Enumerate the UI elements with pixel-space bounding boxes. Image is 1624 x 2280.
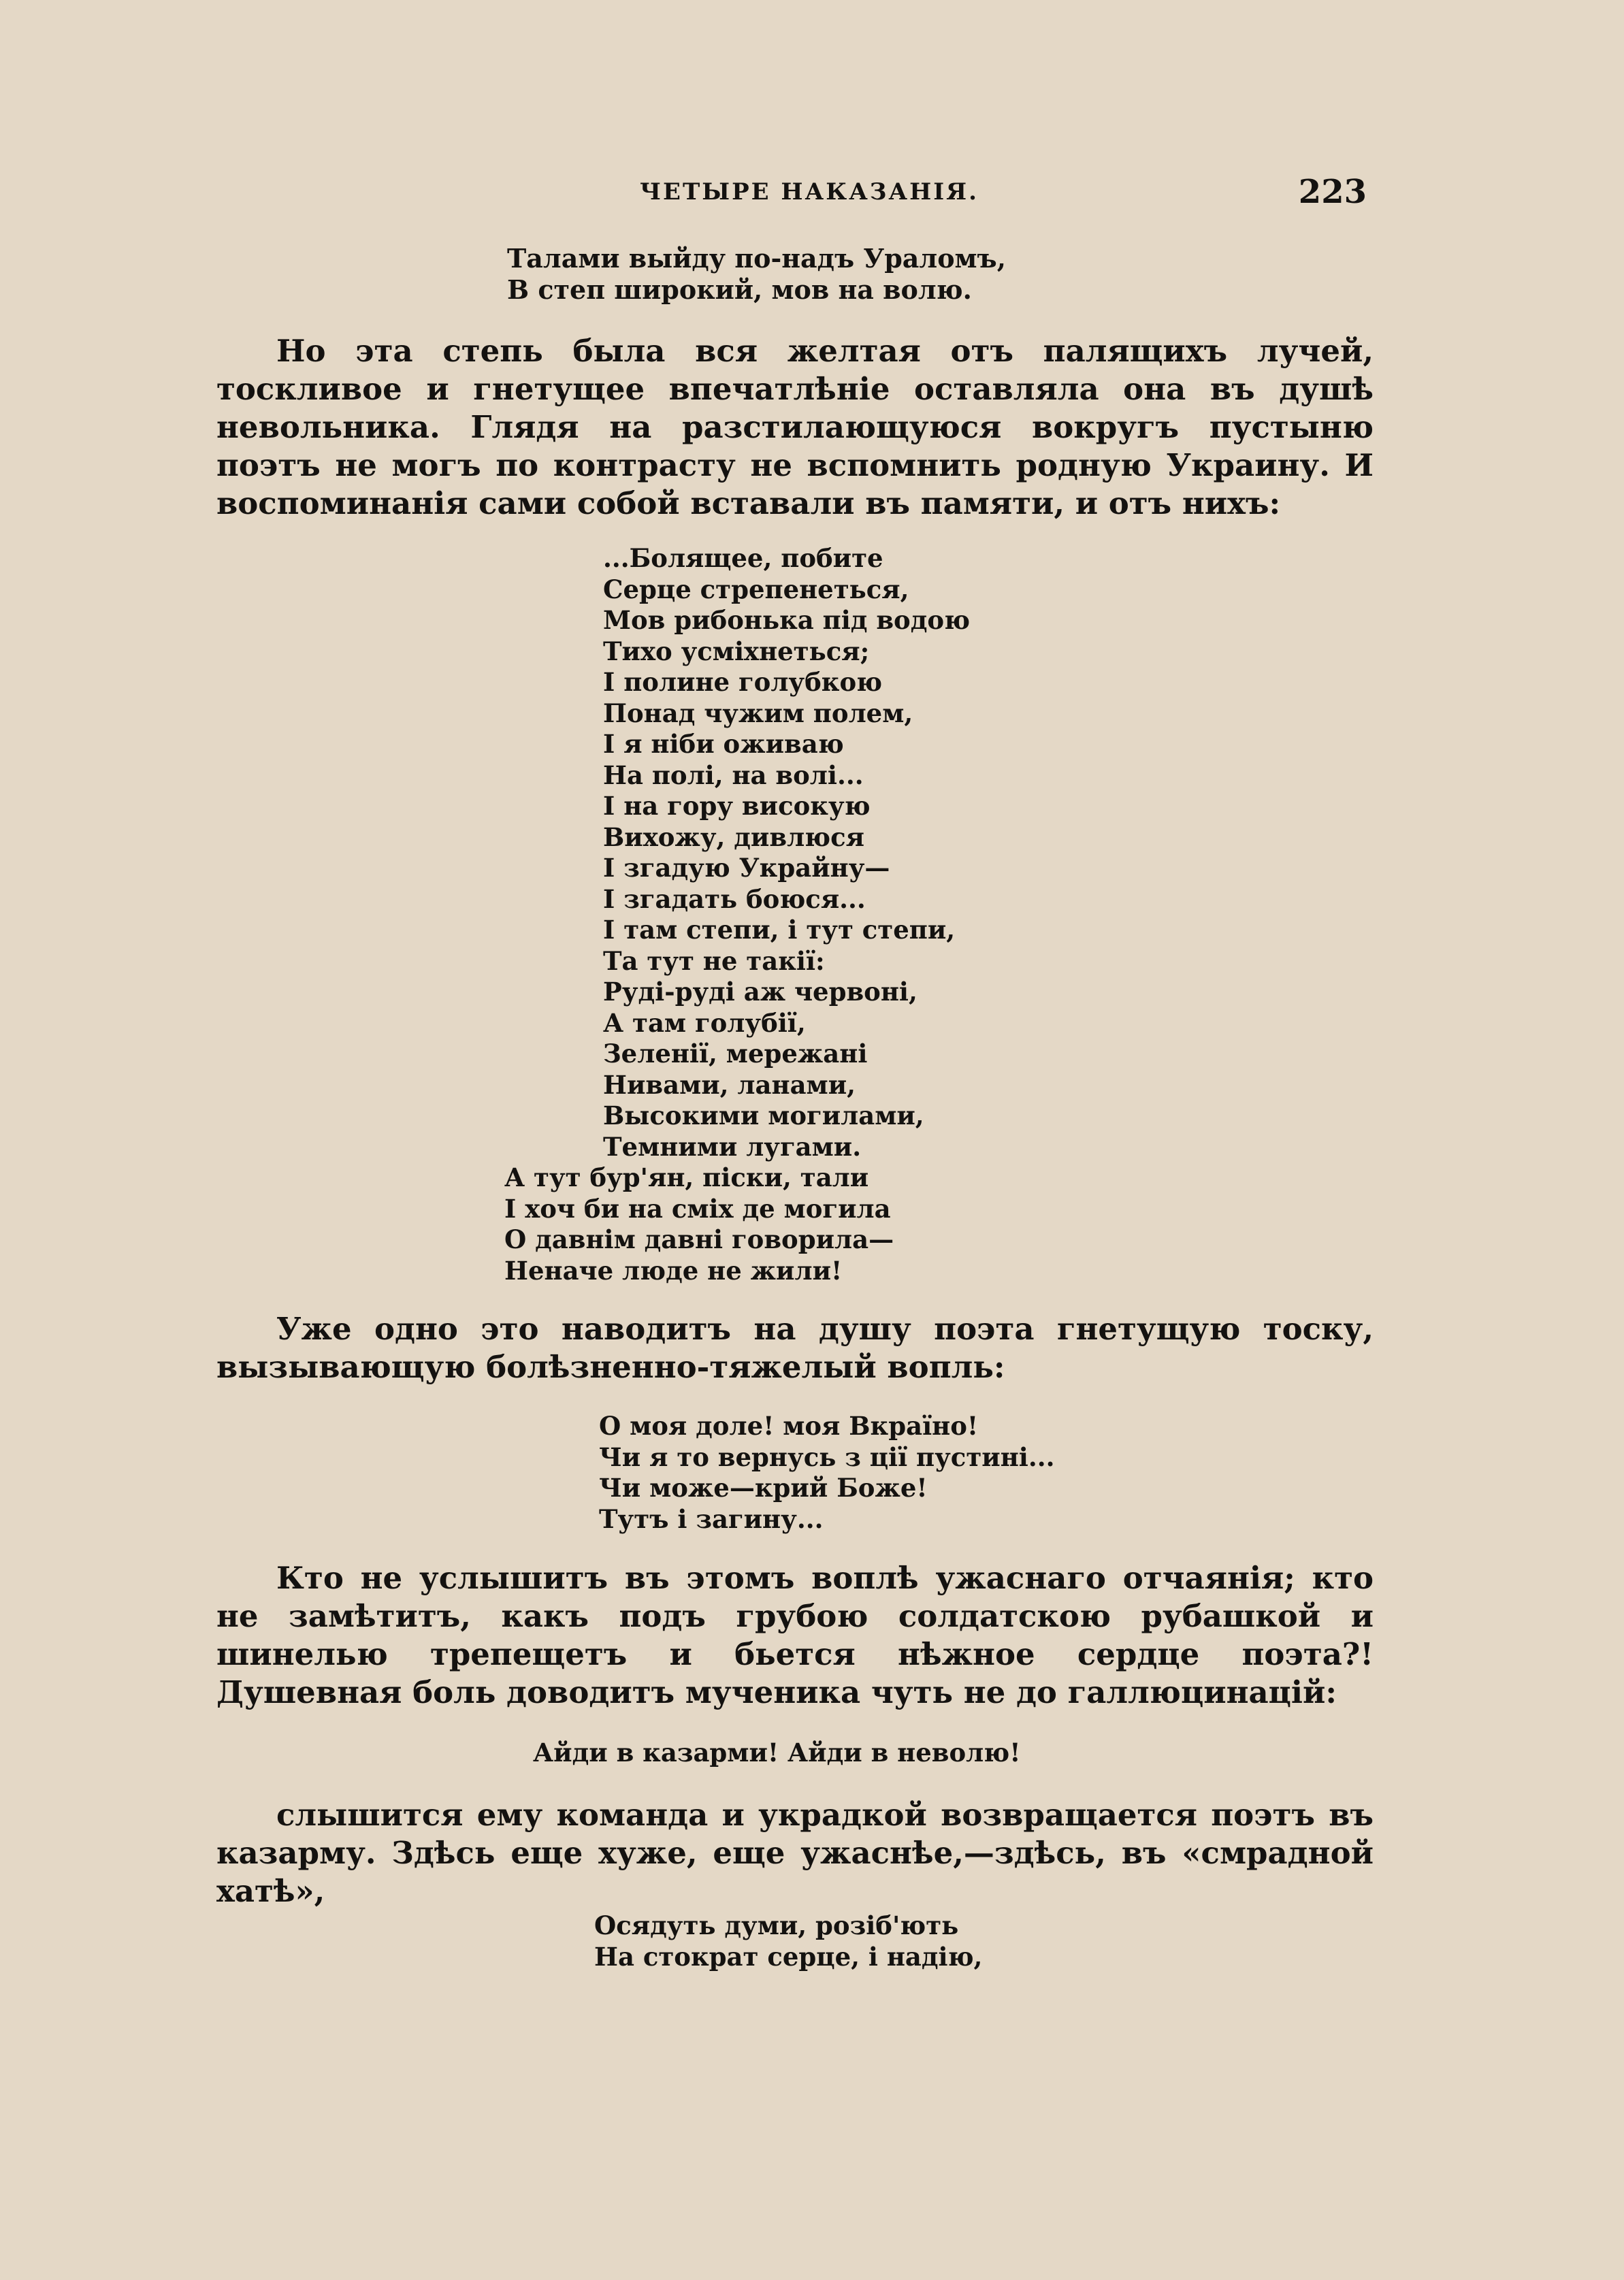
verse-line: ...Болящее, побите <box>603 543 883 573</box>
verse-line: В степ широкий, мов на волю. <box>507 274 972 305</box>
paragraph-text: Кто не услышитъ въ этомъ воплѣ ужаснаго отчаянія; кто не замѣтитъ, какъ подъ грубою солдатскою рубашкой и шинелью трепещетъ и бьется нѣжное сердце поэта?! Душевная боль доводитъ мученика чуть не до галлюцинацій: <box>216 1560 1374 1710</box>
verse-line: І хоч би на сміх де могила <box>504 1193 891 1224</box>
verse-line: І там степи, і тут степи, <box>603 915 956 945</box>
verse-line: А тут бур'ян, піски, тали <box>504 1162 869 1192</box>
verse-line: Вихожу, дивлюся <box>603 821 864 852</box>
verse-line: На стократ серце, і надію, <box>594 1941 983 1972</box>
verse-line: Мов рибонька під водою <box>603 605 971 635</box>
verse-line: І згадую Украйну— <box>603 853 890 883</box>
verse-epigraph <box>507 243 1006 305</box>
paragraph-despair <box>216 1559 1374 1712</box>
verse-line: Талами выйду по-надъ Ураломъ, <box>507 243 1006 274</box>
verse-line: О моя доле! моя Вкраїно! <box>599 1411 979 1441</box>
paragraph-text: Уже одно это наводитъ на душу поэта гнетущую тоску, вызывающую болѣзненно-тяжелый вопль: <box>216 1311 1374 1385</box>
verse-line: На полі, на волі... <box>603 760 864 790</box>
paragraph-text: слышится ему команда и украдкой возвращается поэтъ въ казарму. Здѣсь еще хуже, еще ужаснѣе,—здѣсь, въ «смрадной хатѣ», <box>216 1797 1374 1909</box>
verse-line: А там голубії, <box>603 1007 806 1038</box>
verse-line: Темними лугами. <box>603 1131 862 1162</box>
verse-line: Руді-руді аж червоні, <box>603 977 917 1007</box>
running-title: ЧЕТЫРЕ НАКАЗАНІЯ. <box>640 178 979 206</box>
verse-line: Зеленії, мережані <box>603 1039 868 1069</box>
verse-memories <box>504 543 971 1286</box>
verse-line: Нивами, ланами, <box>603 1069 856 1100</box>
verse-line: Чи може—крий Боже! <box>599 1473 928 1503</box>
verse-command: Айди в казарми! Айди в неволю! <box>533 1738 1021 1768</box>
paragraph-steppe <box>216 332 1374 523</box>
paragraph-text: Но эта степь была вся желтая отъ палящихъ лучей, тоскливое и гнетущее впечатлѣніе оставляла она въ душѣ невольника. Глядя на разстилающуюся вокругъ пустыню поэтъ не могъ по контрасту не вспомнить родную Украину. И воспоминанія сами собой вставали въ памяти, и отъ нихъ: <box>216 333 1374 521</box>
verse-line: Тихо усміхнеться; <box>603 636 870 666</box>
verse-thoughts <box>594 1910 982 1972</box>
verse-line: Чи я то вернусь з ції пустині... <box>599 1442 1055 1472</box>
verse-line: Та тут не такії: <box>603 945 825 976</box>
verse-line: Неначе люде не жили! <box>504 1255 843 1286</box>
verse-line: І згадать боюся... <box>603 883 866 914</box>
verse-line: І я ніби оживаю <box>603 729 844 759</box>
page-number: 223 <box>1298 173 1367 211</box>
verse-line: Осядуть думи, розіб'ють <box>594 1910 959 1940</box>
paragraph-anguish <box>216 1310 1374 1386</box>
verse-line: Понад чужим полем, <box>603 698 913 728</box>
verse-line: Серце стрепенеться, <box>603 574 909 604</box>
verse-lament <box>599 1411 1055 1535</box>
verse-line: І полине голубкою <box>603 667 883 697</box>
verse-line: Тутъ і загину... <box>599 1503 824 1534</box>
verse-line: О давнім давні говорила— <box>504 1224 894 1254</box>
verse-line: Высокими могилами, <box>603 1101 924 1130</box>
verse-line: І на гору високую <box>603 791 871 821</box>
paragraph-barracks <box>216 1796 1374 1910</box>
